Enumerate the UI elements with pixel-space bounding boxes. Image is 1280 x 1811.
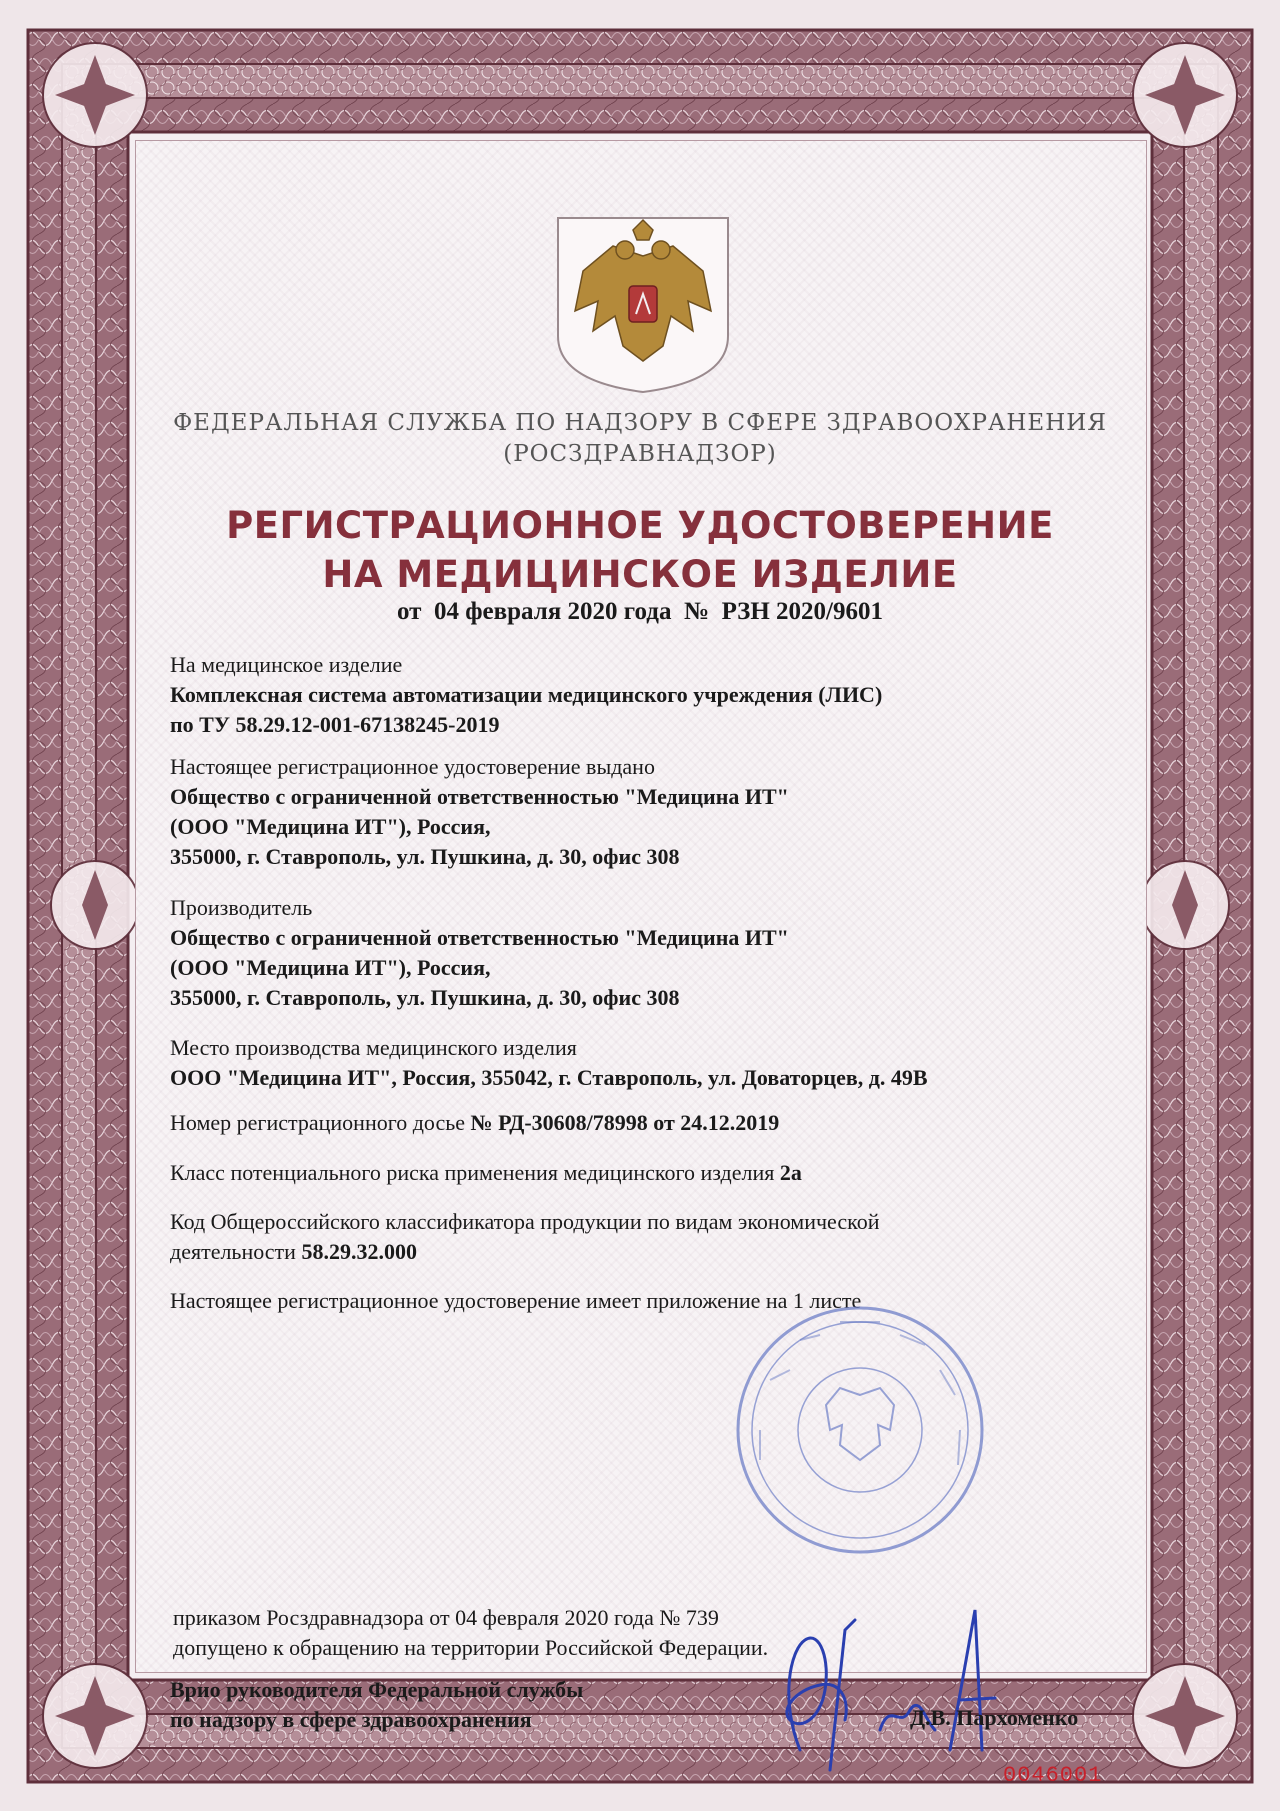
device-name-line2: по ТУ 58.29.12-001-67138245-2019	[170, 712, 500, 737]
okpd-label-line1: Код Общероссийского классификатора продукции по видам экономической	[170, 1209, 880, 1234]
document-title-line2: НА МЕДИЦИНСКОЕ ИЗДЕЛИЕ	[322, 553, 958, 596]
issued-to-line3: 355000, г. Ставрополь, ул. Пушкина, д. 30, офис 308	[170, 844, 680, 869]
risk-class-label: Класс потенциального риска применения медицинского изделия	[170, 1160, 775, 1185]
signatory-position-line2: по надзору в сфере здравоохранения	[170, 1707, 532, 1732]
russian-coat-of-arms-icon	[553, 216, 733, 394]
certificate-number-line	[0, 598, 1280, 626]
issued-to-line1: Общество с ограниченной ответственностью "Медицина ИТ"	[170, 784, 789, 809]
agency-abbreviation: (РОСЗДРАВНАДЗОР)	[503, 441, 777, 467]
production-site-label: Место производства медицинского изделия	[170, 1035, 577, 1060]
issued-to-line2: (ООО "Медицина ИТ"), Россия,	[170, 814, 491, 839]
manufacturer-label: Производитель	[170, 895, 313, 920]
certificate-date-number: от 04 февраля 2020 года № РЗН 2020/9601	[397, 598, 883, 625]
okpd-value: 58.29.32.000	[301, 1239, 417, 1264]
dossier-label: Номер регистрационного досье	[170, 1110, 466, 1135]
risk-class-value: 2а	[779, 1160, 802, 1185]
signatory-position-line1: Врио руководителя Федеральной службы	[170, 1677, 584, 1702]
device-section	[170, 650, 1120, 740]
order-section	[173, 1603, 768, 1663]
production-site-section	[170, 1033, 1120, 1093]
manufacturer-section	[170, 893, 1120, 1013]
manufacturer-line1: Общество с ограниченной ответственностью "Медицина ИТ"	[170, 925, 789, 950]
production-site-address: ООО "Медицина ИТ", Россия, 355042, г. Ставрополь, ул. Доваторцев, д. 49В	[170, 1065, 928, 1090]
signatory-name: Д.В. Пархоменко	[910, 1705, 1079, 1730]
dossier-section	[170, 1108, 1120, 1138]
issued-to-label: Настоящее регистрационное удостоверение выдано	[170, 754, 655, 779]
order-line1: приказом Росздравнадзора от 04 февраля 2020 года № 739	[173, 1605, 719, 1630]
appendix-text: Настоящее регистрационное удостоверение имеет приложение на 1 листе	[170, 1288, 862, 1313]
order-line2: допущено к обращению на территории Российской Федерации.	[173, 1635, 769, 1660]
manufacturer-line2: (ООО "Медицина ИТ"), Россия,	[170, 955, 491, 980]
dossier-value: № РД-30608/78998 от 24.12.2019	[470, 1110, 780, 1135]
manufacturer-line3: 355000, г. Ставрополь, ул. Пушкина, д. 30, офис 308	[170, 985, 680, 1010]
document-title-line1: РЕГИСТРАЦИОННОЕ УДОСТОВЕРЕНИЕ	[226, 504, 1054, 547]
device-name-line1: Комплексная система автоматизации медицинского учреждения (ЛИС)	[170, 682, 883, 707]
device-label: На медицинское изделие	[170, 652, 403, 677]
issued-to-section	[170, 752, 1120, 872]
risk-class-section	[170, 1158, 1120, 1188]
agency-name: ФЕДЕРАЛЬНАЯ СЛУЖБА ПО НАДЗОРУ В СФЕРЕ ЗДРАВООХРАНЕНИЯ	[173, 410, 1107, 436]
serial-number: 0046001	[1003, 1763, 1103, 1788]
signatory-position	[170, 1675, 583, 1735]
okpd-label-line2: деятельности	[170, 1239, 296, 1264]
official-seal-stamp	[730, 1300, 990, 1560]
okpd-section	[170, 1207, 1120, 1267]
handwritten-signature	[760, 1580, 1020, 1780]
